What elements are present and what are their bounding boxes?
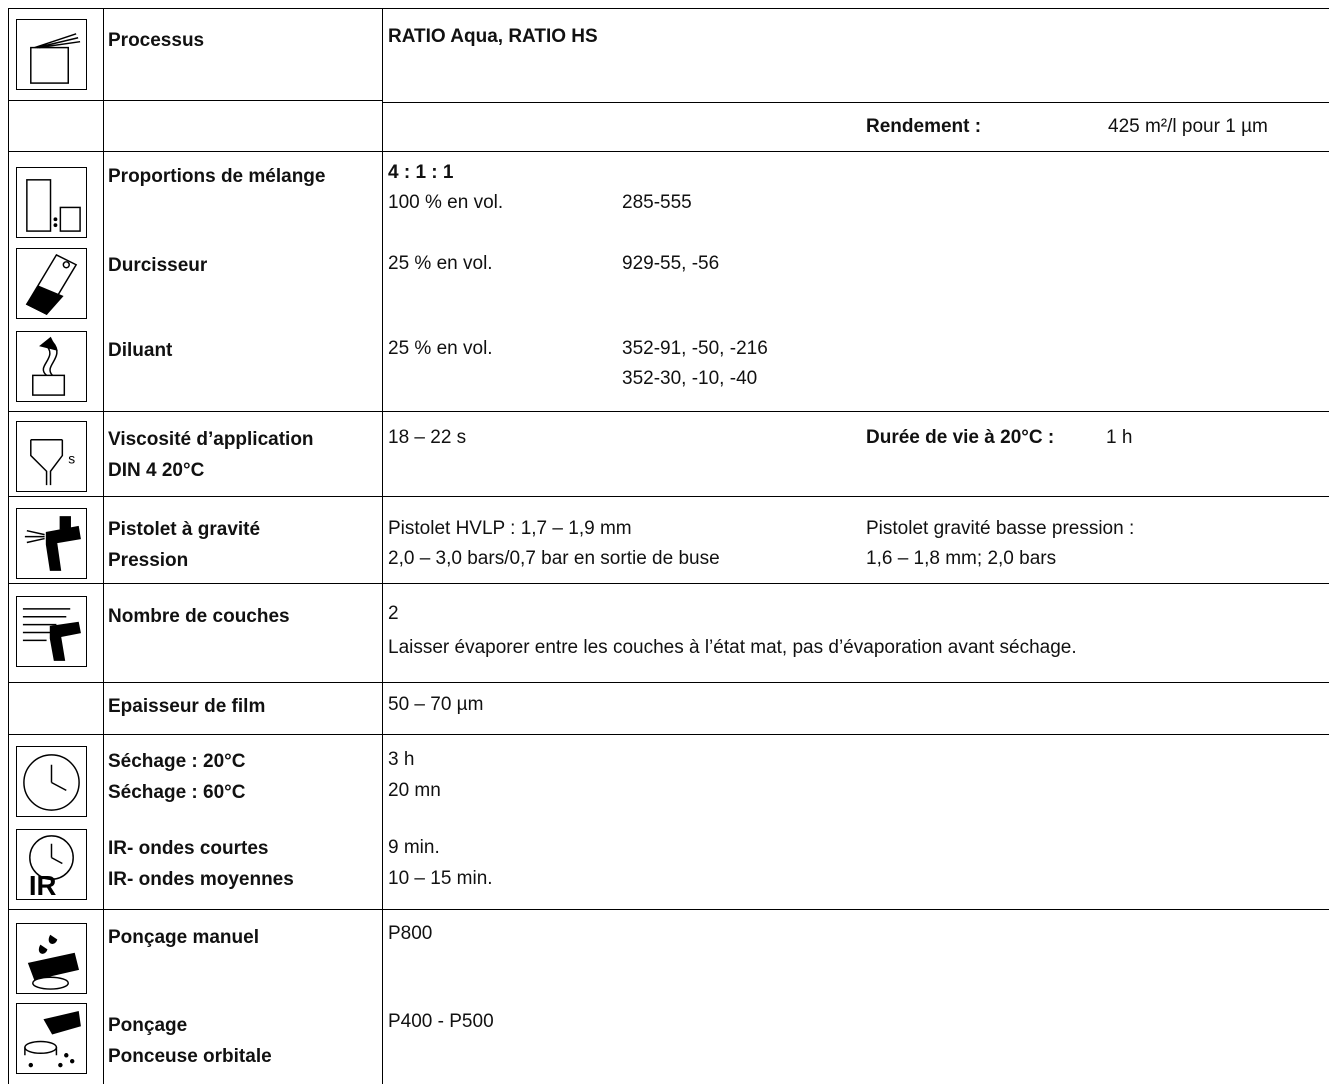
viscosity-label-2: DIN 4 20°C (108, 460, 205, 481)
mixing-ratio: 4 : 1 : 1 (388, 162, 454, 183)
drying-value-1: 3 h (388, 749, 415, 770)
hardener-qty: 25 % en vol. (388, 253, 493, 274)
hand-sanding-label: Ponçage manuel (108, 927, 259, 948)
potlife-value: 1 h (1106, 427, 1133, 448)
thinner-label: Diluant (108, 340, 173, 361)
orbital-sanding-label-2: Ponceuse orbitale (108, 1046, 272, 1067)
mixing-ratio-icon (16, 167, 87, 238)
film-value: 50 – 70 µm (388, 694, 484, 715)
ir-label-1: IR- ondes courtes (108, 838, 269, 859)
coats-note: Laisser évaporer entre les couches à l’état mat, pas d’évaporation avant séchage. (388, 637, 1077, 658)
process-value: RATIO Aqua, RATIO HS (388, 26, 598, 47)
hardener-label: Durcisseur (108, 255, 208, 276)
thinner-icon (16, 331, 87, 402)
orbital-sanding-label-1: Ponçage (108, 1015, 188, 1036)
ir-label-2: IR- ondes moyennes (108, 869, 294, 890)
process-icon (16, 19, 87, 90)
viscosity-value: 18 – 22 s (388, 427, 467, 448)
mixing-ref: 285-555 (622, 192, 692, 213)
drying-value-2: 20 mn (388, 780, 441, 801)
potlife-label: Durée de vie à 20°C : (866, 427, 1055, 448)
orbital-sanding-icon (16, 1003, 87, 1074)
coats-value: 2 (388, 603, 399, 624)
ir-value-1: 9 min. (388, 837, 440, 858)
orbital-sanding-value: P400 - P500 (388, 1011, 494, 1032)
gun-hvlp-2: 2,0 – 3,0 bars/0,7 bar en sortie de buse (388, 548, 720, 569)
viscosity-cup-icon (16, 421, 87, 492)
gun-label-2: Pression (108, 550, 189, 571)
drying-label-1: Séchage : 20°C (108, 751, 246, 772)
gun-label-1: Pistolet à gravité (108, 519, 261, 540)
film-label: Epaisseur de film (108, 696, 266, 717)
yield-value: 425 m²/l pour 1 µm (1108, 116, 1268, 137)
gun-lp-1: Pistolet gravité basse pression : (866, 518, 1135, 539)
gun-hvlp-1: Pistolet HVLP : 1,7 – 1,9 mm (388, 518, 632, 539)
viscosity-label-1: Viscosité d’application (108, 429, 314, 450)
svg-text:s: s (68, 451, 76, 467)
coats-label: Nombre de couches (108, 606, 290, 627)
hardener-ref: 929-55, -56 (622, 253, 720, 274)
ir-clock-icon (16, 829, 87, 900)
clock-icon (16, 746, 87, 817)
svg-text:IR: IR (28, 870, 57, 899)
mixing-label: Proportions de mélange (108, 166, 326, 187)
coats-icon (16, 596, 87, 667)
process-label: Processus (108, 30, 205, 51)
ir-value-2: 10 – 15 min. (388, 868, 493, 889)
mixing-qty: 100 % en vol. (388, 192, 504, 213)
hand-sanding-value: P800 (388, 923, 433, 944)
yield-label: Rendement : (866, 116, 982, 137)
gun-lp-2: 1,6 – 1,8 mm; 2,0 bars (866, 548, 1057, 569)
hand-sanding-icon (16, 923, 87, 994)
thinner-ref-2: 352-30, -10, -40 (622, 368, 758, 389)
hardener-icon (16, 248, 87, 319)
thinner-ref-1: 352-91, -50, -216 (622, 338, 768, 359)
thinner-qty: 25 % en vol. (388, 338, 493, 359)
spray-gun-icon (16, 508, 87, 579)
drying-label-2: Séchage : 60°C (108, 782, 246, 803)
